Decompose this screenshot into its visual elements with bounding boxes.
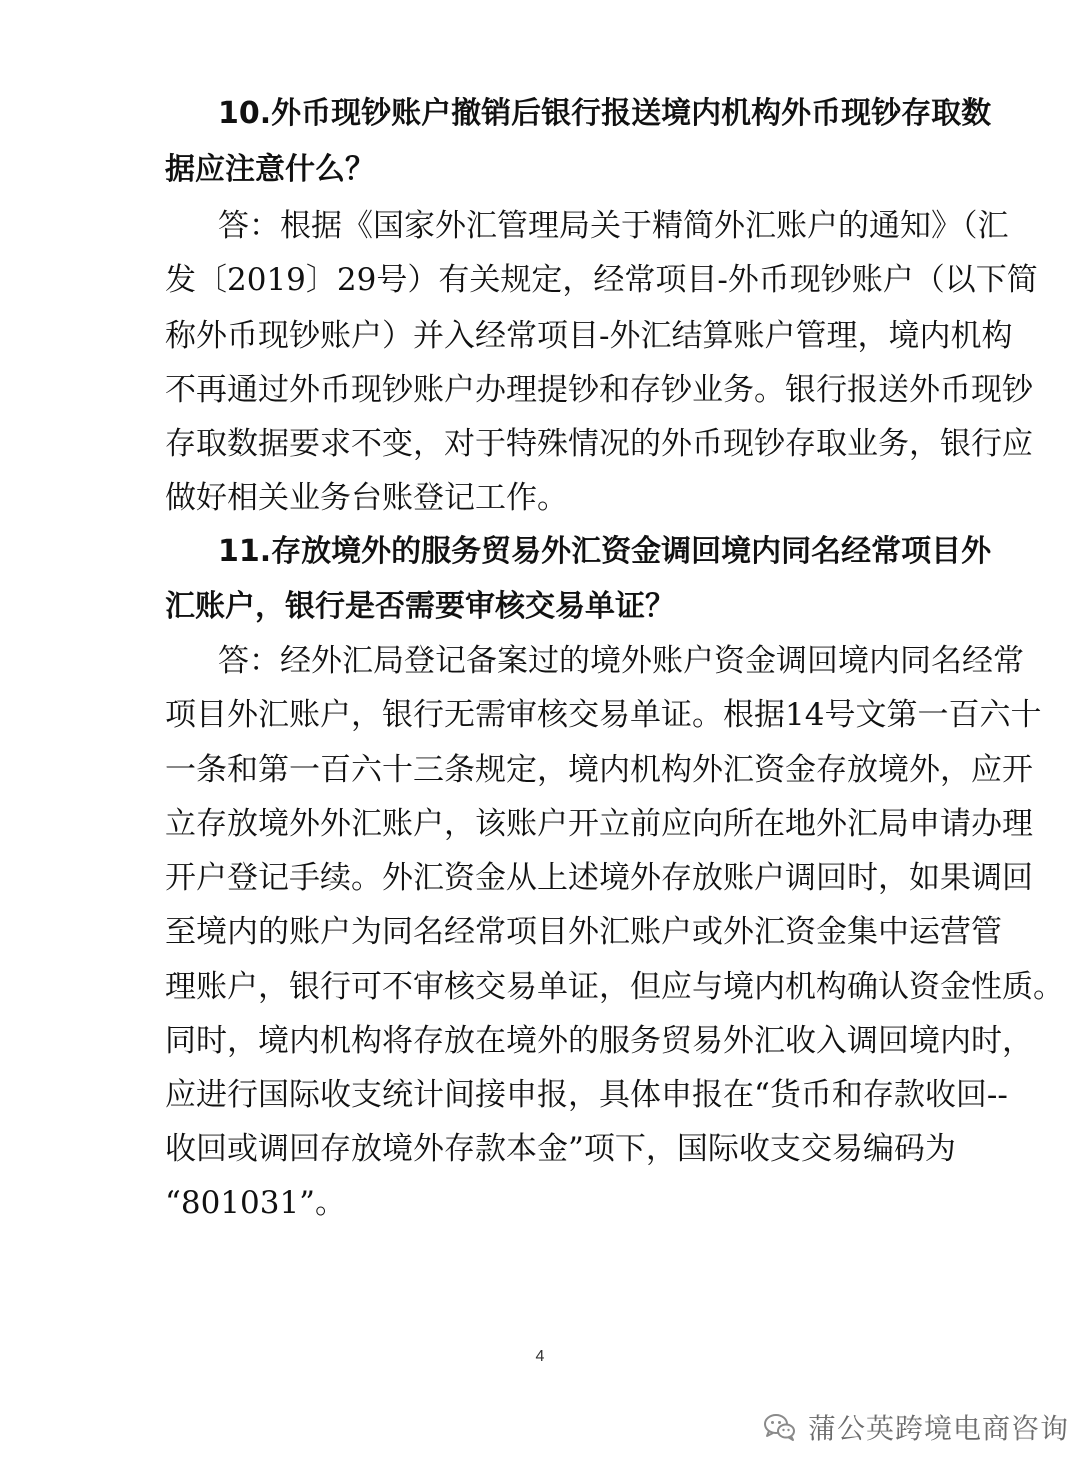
q11-answer-line-11: “801031”。 xyxy=(165,1185,347,1221)
q11-answer-line-9: 应进行国际收支统计间接申报，具体申报在“货币和存款收回-- xyxy=(165,1077,1008,1113)
watermark-text: 蒲公英跨境电商咨询 xyxy=(808,1412,1070,1445)
q10-answer-line-5: 存取数据要求不变，对于特殊情况的外币现钞存取业务，银行应 xyxy=(165,426,1033,462)
q11-answer-line-4: 立存放境外外汇账户，该账户开立前应向所在地外汇局申请办理 xyxy=(165,806,1033,842)
q11-answer-line-6: 至境内的账户为同名经常项目外汇账户或外汇资金集中运营管 xyxy=(165,914,1002,950)
q11-answer-line-1: 答：经外汇局登记备案过的境外账户资金调回境内同名经常 xyxy=(218,643,1024,679)
q10-answer-line-4: 不再通过外币现钞账户办理提钞和存钞业务。银行报送外币现钞 xyxy=(165,372,1033,408)
q11-answer-line-5: 开户登记手续。外汇资金从上述境外存放账户调回时，如果调回 xyxy=(165,860,1033,896)
watermark xyxy=(762,1402,1069,1452)
q10-answer-line-6: 做好相关业务台账登记工作。 xyxy=(165,480,568,516)
q11-answer-line-3: 一条和第一百六十三条规定，境内机构外汇资金存放境外，应开 xyxy=(165,752,1033,788)
q11-title-line-2: 汇账户，银行是否需要审核交易单证？ xyxy=(165,589,675,624)
wechat-icon xyxy=(762,1409,798,1445)
q11-answer-line-8: 同时，境内机构将存放在境外的服务贸易外汇收入调回境内时， xyxy=(165,1023,1033,1059)
page-number: 4 xyxy=(535,1348,545,1365)
q10-answer-line-3: 称外币现钞账户）并入经常项目-外汇结算账户管理，境内机构 xyxy=(165,318,1013,354)
q10-title-line-1: 10.外币现钞账户撤销后银行报送境内机构外币现钞存取数 xyxy=(218,96,992,131)
q11-title-line-1: 11.存放境外的服务贸易外汇资金调回境内同名经常项目外 xyxy=(218,534,992,569)
q11-answer-line-7: 理账户，银行可不审核交易单证，但应与境内机构确认资金性质。 xyxy=(165,969,1064,1005)
q11-answer-line-10: 收回或调回存放境外存款本金”项下，国际收支交易编码为 xyxy=(165,1131,956,1167)
q10-answer-line-1: 答：根据《国家外汇管理局关于精简外汇账户的通知》（汇 xyxy=(218,208,1009,244)
q10-title-line-2: 据应注意什么？ xyxy=(165,152,375,187)
q10-answer-line-2: 发〔2019〕29号）有关规定，经常项目-外币现钞账户（以下简 xyxy=(165,262,1038,298)
q11-answer-line-2: 项目外汇账户，银行无需审核交易单证。根据14号文第一百六十 xyxy=(165,697,1042,733)
